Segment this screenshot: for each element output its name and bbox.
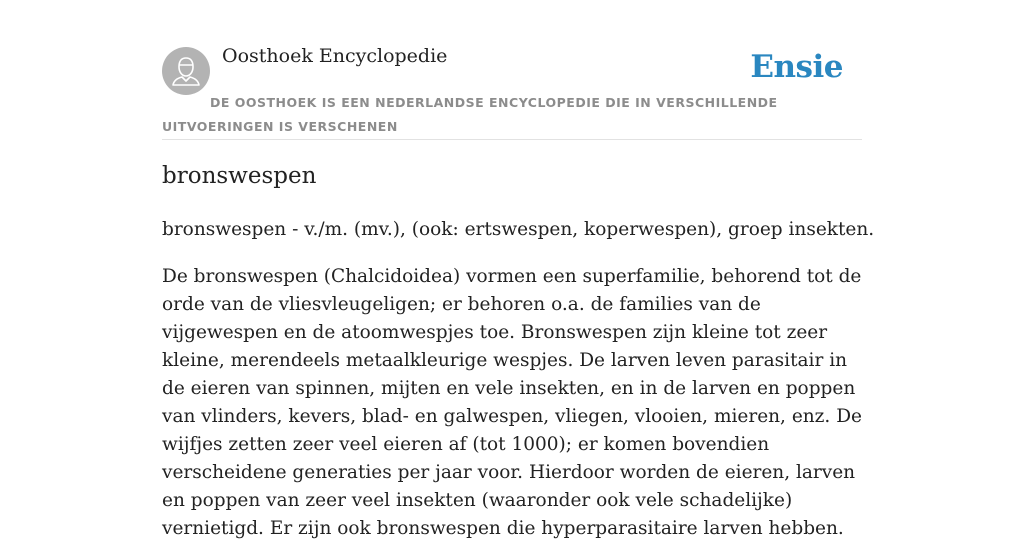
ensie-logo-link[interactable]: Ensie xyxy=(750,49,843,85)
article-title: bronswespen xyxy=(162,163,317,189)
article-body: De bronswespen (Chalcidoidea) vormen een superfamilie, behorend tot de orde van de vliesvleugeligen; er behoren o.a. de families van de vijgewespen en de atoomwespjes toe. Bronswespen zijn kleine tot zeer kleine, merendeels metaalkleurige wespjes. De larven leven parasitair in de eieren van spinnen, mijten en vele insekten, en in de larven en poppen van vlinders, kevers, blad- en galwespen, vliegen, vlooien, mieren, enz. De wijfjes zetten zeer veel eieren af (tot 1000); er komen bovendien verscheidene generaties per jaar voor. Hierdoor worden de eieren, larven en poppen van zeer veel insekten (waaronder ook vele schadelijke) vernietigd. Er zijn ook bronswespen die hyperparasitaire larven hebben. xyxy=(162,266,862,539)
user-silhouette-icon xyxy=(162,47,210,95)
source-header xyxy=(162,0,862,140)
source-avatar[interactable] xyxy=(162,47,210,95)
source-name-link[interactable]: Oosthoek Encyclopedie xyxy=(222,45,448,67)
source-tagline: DE OOSTHOEK IS EEN NEDERLANDSE ENCYCLOPEDIE DIE IN VERSCHILLENDE UITVOERINGEN IS VERSCHENEN xyxy=(162,95,778,134)
page xyxy=(162,0,875,539)
article-definition: bronswespen - v./m. (mv.), (ook: ertswespen, koperwespen), groep insekten. xyxy=(162,219,875,240)
